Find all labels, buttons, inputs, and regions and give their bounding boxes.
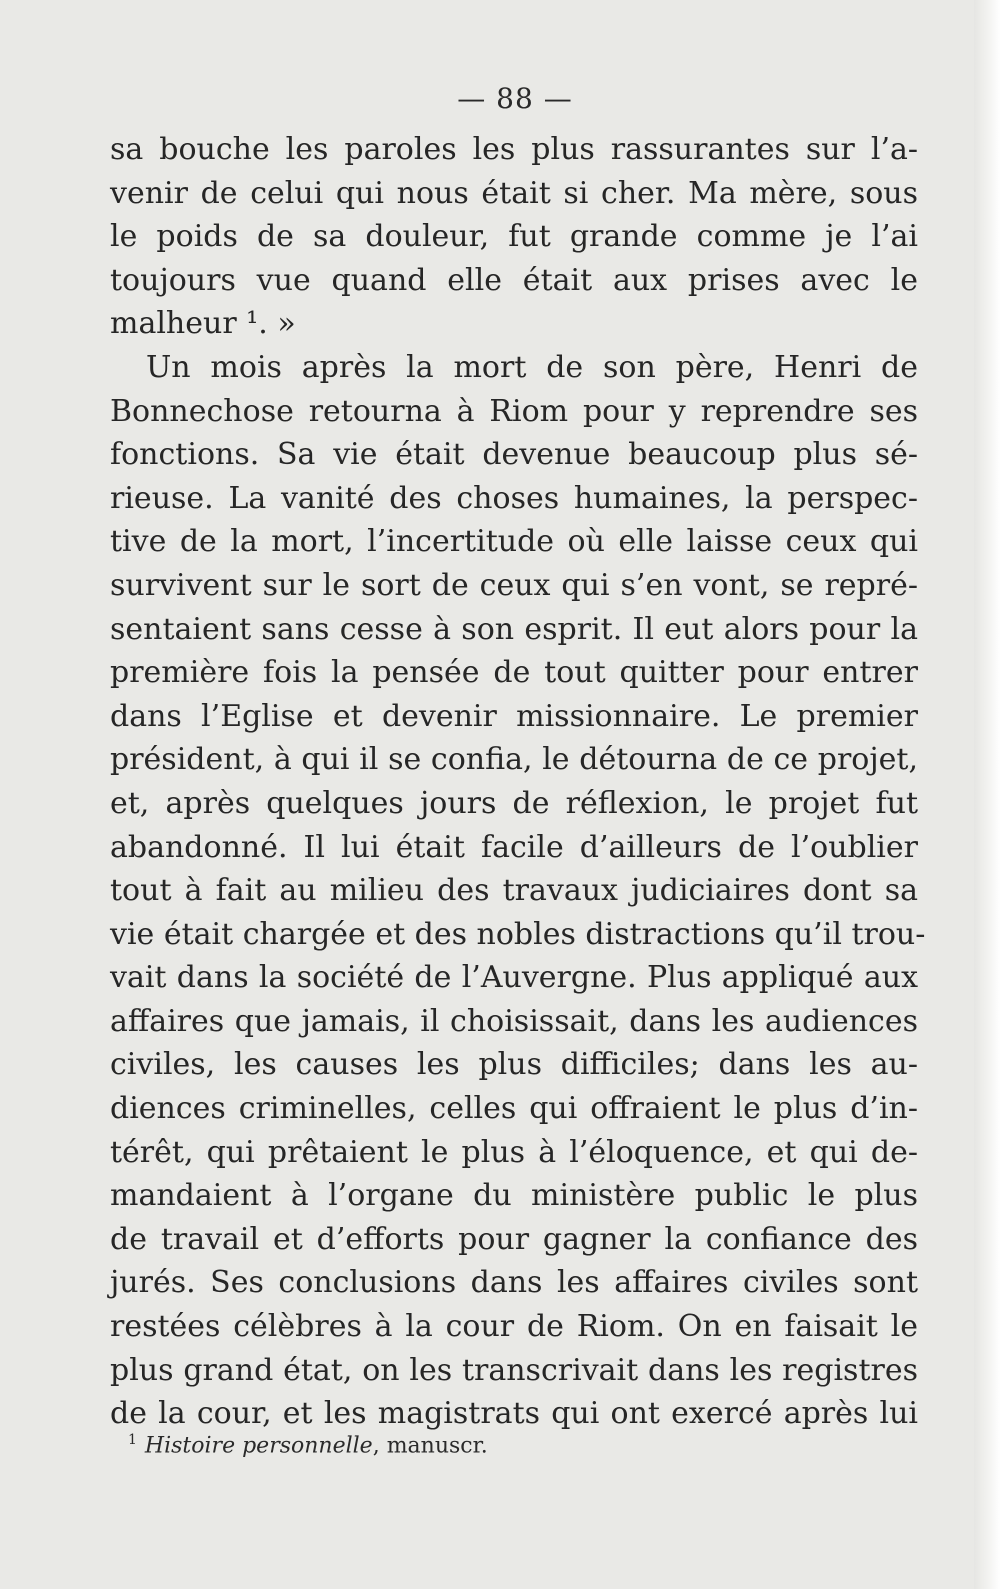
paragraph-first-line: Un mois après la mort de son père, Henri de bbox=[146, 349, 918, 385]
text-line: restées célèbres à la cour de Riom. On en faisait le bbox=[110, 1309, 918, 1345]
body-text bbox=[110, 128, 926, 1436]
text-line: affaires que jamais, il choisissait, dans les audiences bbox=[110, 1003, 918, 1039]
text-line: tive de la mort, l’incertitude où elle laisse ceux qui bbox=[110, 524, 918, 560]
text-line: sa bouche les paroles les plus rassurantes sur l’a- bbox=[110, 132, 918, 167]
text-line: sentaient sans cesse à son esprit. Il eut alors pour la bbox=[110, 611, 918, 647]
text-line: abandonné. Il lui était facile d’ailleurs de l’oublier bbox=[110, 829, 918, 865]
footnote bbox=[128, 1432, 488, 1458]
footnote-mark: 1 bbox=[128, 1432, 137, 1448]
footnote-title: Histoire personnelle bbox=[144, 1433, 373, 1459]
text-line: président, à qui il se confia, le détourna de ce projet, bbox=[110, 742, 918, 778]
text-line: et, après quelques jours de réflexion, le projet fut bbox=[110, 785, 918, 821]
text-line: rieuse. La vanité des choses humaines, la perspec- bbox=[110, 480, 918, 516]
text-line: de la cour, et les magistrats qui ont exercé après lui bbox=[110, 1396, 918, 1432]
page-edge bbox=[974, 0, 1000, 1589]
page-number: — 88 — bbox=[457, 82, 573, 115]
footnote-text: , manuscr. bbox=[372, 1433, 488, 1459]
footnote-reference: ¹. » bbox=[246, 306, 296, 342]
text-line: toujours vue quand elle était aux prises avec le bbox=[110, 262, 918, 298]
text-line: civiles, les causes les plus difficiles; dans les au- bbox=[110, 1047, 918, 1083]
text-line: vie était chargée et des nobles distractions qu’il trou- bbox=[110, 916, 926, 952]
text-line: tout à fait au milieu des travaux judiciaires dont sa bbox=[110, 873, 918, 909]
text-line: dans l’Eglise et devenir missionnaire. Le premier bbox=[110, 698, 918, 734]
text-line: diences criminelles, celles qui offraient le plus d’in- bbox=[110, 1091, 918, 1127]
text-line: survivent sur le sort de ceux qui s’en vont, se repré- bbox=[110, 567, 918, 603]
text-line-with-footnote bbox=[110, 302, 918, 346]
text-line: fonctions. Sa vie était devenue beaucoup plus sé- bbox=[110, 437, 918, 473]
text-line: de travail et d’efforts pour gagner la confiance des bbox=[110, 1221, 918, 1257]
text-line: malheur bbox=[110, 306, 237, 342]
text-line: mandaient à l’organe du ministère public le plus bbox=[110, 1178, 918, 1214]
text-line: Bonnechose retourna à Riom pour y reprendre ses bbox=[110, 393, 918, 429]
text-line: première fois la pensée de tout quitter pour entrer bbox=[110, 655, 918, 691]
text-line: le poids de sa douleur, fut grande comme je l’ai bbox=[110, 219, 918, 255]
text-line: plus grand état, on les transcrivait dans les registres bbox=[110, 1352, 918, 1388]
text-line: térêt, qui prêtaient le plus à l’éloquence, et qui de- bbox=[110, 1134, 918, 1170]
text-line: venir de celui qui nous était si cher. Ma mère, sous bbox=[110, 175, 918, 211]
text-line: vait dans la société de l’Auvergne. Plus appliqué aux bbox=[110, 960, 918, 996]
text-line: jurés. Ses conclusions dans les affaires civiles sont bbox=[110, 1265, 918, 1301]
